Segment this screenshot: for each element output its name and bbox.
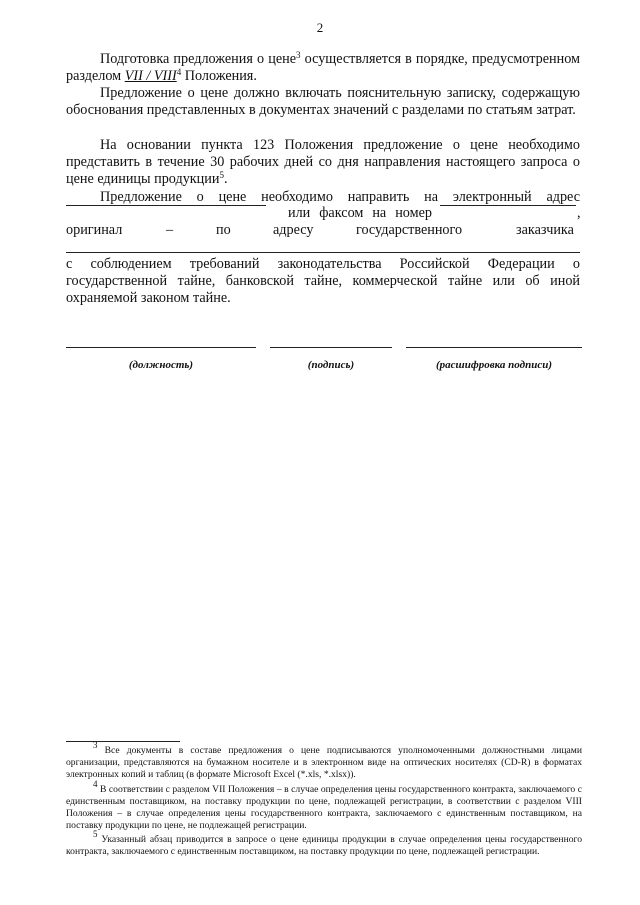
paragraph-preparation	[66, 51, 580, 85]
para1-text-c: Положения.	[181, 68, 257, 84]
footnote-3-number: 3	[93, 740, 98, 750]
word-address: адресу	[273, 222, 314, 238]
word-customer: заказчика	[516, 222, 574, 238]
para3-end: .	[223, 171, 228, 187]
word-dash: –	[166, 222, 174, 238]
paragraph-secrecy	[66, 256, 580, 307]
footnote-ref-4: 4	[176, 67, 182, 77]
decode-label: (расшифровка подписи)	[436, 359, 552, 371]
position-line	[66, 347, 256, 348]
paragraph-explanatory-note	[66, 85, 580, 119]
word-state: государственного	[356, 222, 463, 238]
word-original: оригинал	[66, 222, 123, 238]
section-reference: VII / VIII	[124, 68, 177, 84]
fax-comma: ,	[577, 205, 581, 221]
footnote-5	[66, 829, 582, 858]
paragraph-deadline	[66, 137, 580, 188]
footnote-3	[66, 740, 582, 781]
footnote-4-text: В соответствии с разделом VII Положения – в случае определения цены государственного контракта, заключаемого с единственным поставщиком, на поставку продукции по цене, подлежащей регистрации, в соответствии с разделом VIII Положения – в случае определения цены государственного контракта, заключаемого с единственным поставщиком, на поставку продукции по цене, не подлежащей регистрации.	[66, 784, 582, 831]
footnote-4-number: 4	[93, 779, 98, 789]
fax-blank-line	[440, 205, 576, 206]
email-blank-line	[66, 205, 266, 206]
para1-text-a: Подготовка предложения о цене	[100, 51, 297, 67]
fax-text: или факсом на номер	[288, 205, 432, 221]
para4-line1: Предложение о цене необходимо направить на электронный адрес	[100, 189, 580, 205]
para3-text: На основании пункта 123 Положения предложение о цене необходимо представить в течение 30 рабочих дней со дня направления настоящего запроса о цене единицы продукции	[66, 137, 580, 187]
footnote-3-text: Все документы в составе предложения о цене подписываются уполномоченными должностными лицами организации, представляются на бумажном носителе и в электронном виде на оптических носителях (CD-R) в форматах электронных копий и таблиц (в формате Microsoft Excel (*.xls, *.xlsx)).	[66, 745, 582, 780]
position-label: (должность)	[128, 359, 194, 371]
para2-text: Предложение о цене должно включать пояснительную записку, содержащую обоснования представленных в документах значений с разделами по статьям затрат.	[66, 85, 580, 118]
decode-line	[406, 347, 582, 348]
word-po: по	[216, 222, 231, 238]
signature-label: (подпись)	[307, 359, 355, 371]
footnote-5-text: Указанный абзац приводится в запросе о цене единицы продукции в случае определения цены государственного контракта, заключаемого с единственным поставщиком, на поставку продукции по цене, подлежащей регистрации.	[66, 834, 582, 857]
footnote-ref-3: 3	[296, 50, 301, 60]
signature-line	[270, 347, 392, 348]
footnote-ref-5: 5	[219, 170, 224, 180]
footnote-separator	[66, 741, 180, 742]
paragraph-submission	[66, 189, 580, 206]
para4-tail: с соблюдением требований законодательства Российской Федерации о государственной тайне, банковской тайне, коммерческой тайне или об иной охраняемой законом тайне.	[66, 256, 580, 306]
footnote-5-number: 5	[93, 829, 98, 839]
address-blank-line	[66, 252, 580, 253]
page-number: 2	[316, 20, 324, 35]
footnote-4	[66, 779, 582, 832]
para1-text-b: осуществляется в порядке, предусмотренном разделом	[66, 51, 580, 84]
